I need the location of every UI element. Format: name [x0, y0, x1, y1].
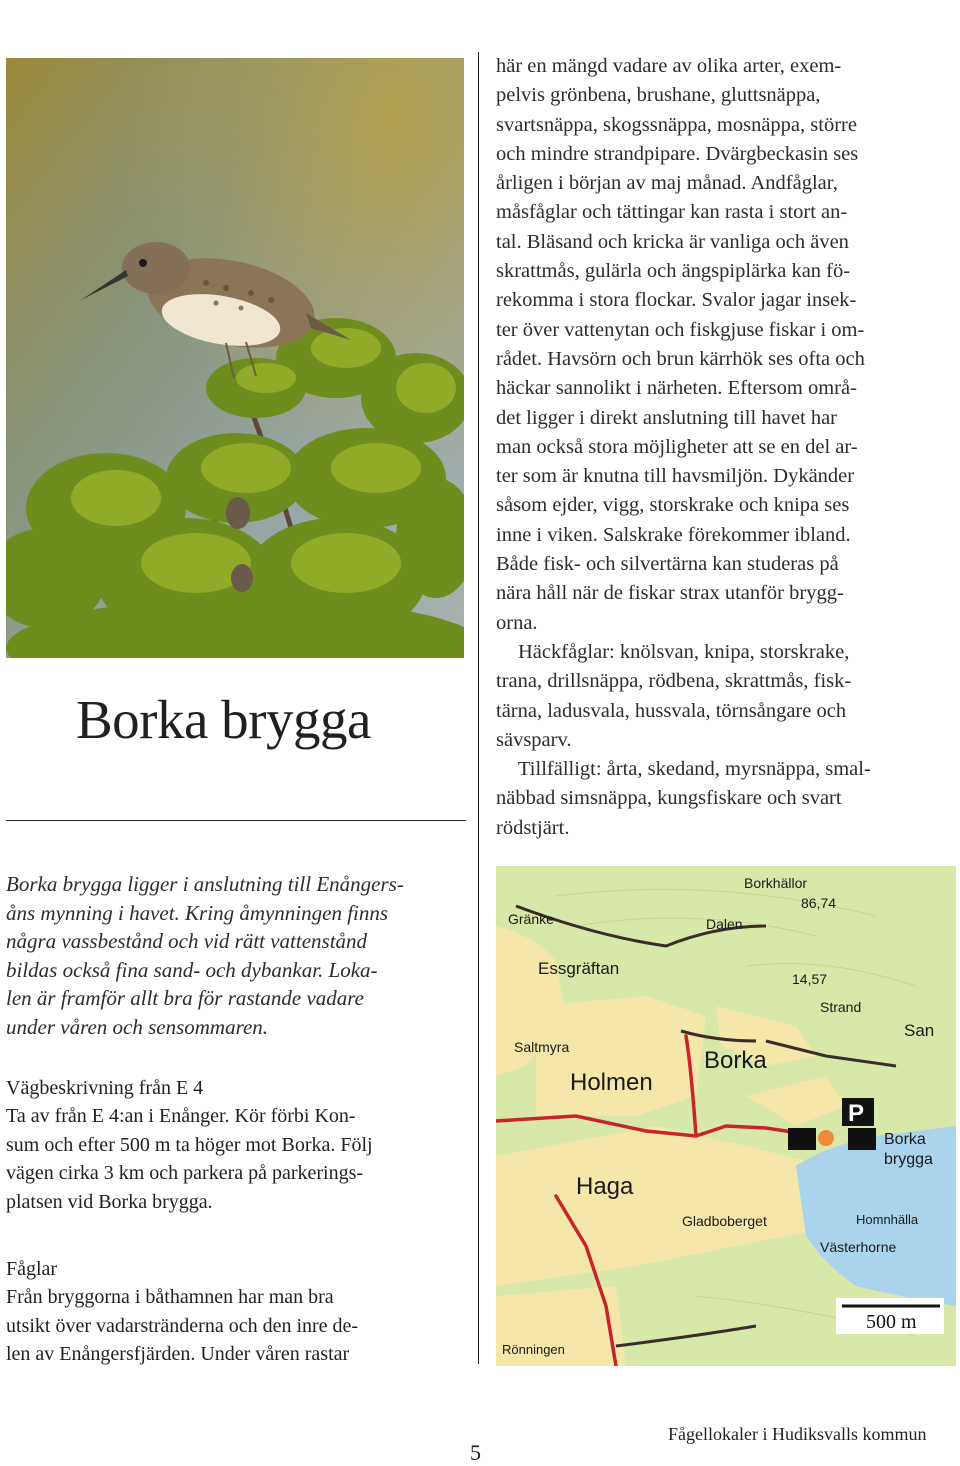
column-divider — [478, 52, 479, 1364]
map-label: Saltmyra — [514, 1039, 570, 1055]
map-label: Gränke — [508, 911, 554, 927]
page-number: 5 — [470, 1440, 481, 1465]
scale-label: 500 m — [866, 1311, 917, 1333]
map-label: San — [904, 1021, 935, 1040]
text-line: orna. — [496, 611, 538, 634]
map-label: Västerhorne — [820, 1239, 897, 1255]
text-line: årligen i början av maj månad. Andfåglar, — [496, 172, 838, 195]
route-line: vägen cirka 3 km och parkera på parkerings- — [6, 1162, 364, 1184]
parking-icon — [842, 1098, 874, 1127]
map-label: Dalen — [706, 916, 743, 932]
svg-text:P: P — [848, 1100, 865, 1127]
text-line: man också stora möjligheter att se en del ar- — [496, 435, 858, 458]
text-line: Både fisk- och silvertärna kan studeras på — [496, 553, 839, 576]
intro-line: Borka brygga ligger i anslutning till Enångers- — [6, 872, 404, 896]
intro-paragraph — [6, 870, 464, 1041]
map-label: Homnhälla — [856, 1212, 919, 1227]
text-line: tal. Bläsand och kricka är vanliga och även — [496, 230, 849, 253]
intro-line: len är framför allt bra för rastande vadare — [6, 986, 364, 1010]
intro-line: bildas också fina sand- och dybankar. Loka- — [6, 957, 378, 982]
birds-section — [6, 1255, 464, 1369]
birds-text — [6, 1283, 464, 1369]
route-line: Ta av från E 4:an i Enånger. Kör förbi Kon- — [6, 1105, 356, 1127]
map-graphic — [496, 866, 956, 1366]
scale-bar — [836, 1298, 944, 1334]
map-label: 14,57 — [792, 971, 828, 987]
text-line: Tillfälligt: årta, skedand, myrsnäppa, smal- — [518, 758, 871, 781]
route-section — [6, 1074, 464, 1216]
occasional-birds-paragraph — [496, 755, 956, 843]
map-label: 86,74 — [801, 895, 837, 911]
birds-line: len av Enångersfjärden. Under våren rastar — [6, 1343, 350, 1365]
intro-line: åns mynning i havet. Kring åmynningen finns — [6, 900, 389, 925]
location-map — [496, 866, 956, 1366]
right-paragraph-1 — [496, 52, 956, 638]
bird-photo — [6, 58, 464, 658]
map-label: Rönningen — [502, 1342, 565, 1357]
text-line: måsfåglar och tättingar kan rasta i stort an- — [496, 201, 848, 224]
birds-line: Från bryggorna i båthamnen har man bra — [6, 1286, 334, 1308]
map-label: Gladboberget — [682, 1213, 767, 1229]
page-title: Borka brygga — [76, 689, 371, 750]
text-line: rödstjärt. — [496, 816, 570, 839]
map-label: Essgräftan — [538, 959, 620, 978]
map-label: Haga — [576, 1173, 634, 1200]
text-line: ter som är knutna till havsmiljön. Dykänder — [496, 465, 855, 488]
intro-line: under våren och sensommaren. — [6, 1014, 269, 1039]
text-line: häckar sannolikt i närheten. Eftersom områ- — [496, 377, 857, 400]
text-line: skrattmås, gulärla och ängspiplärka kan fö- — [496, 260, 851, 283]
map-label: Holmen — [570, 1069, 653, 1096]
text-line: Häckfåglar: knölsvan, knipa, storskrake, — [518, 640, 850, 663]
route-line: sum och efter 500 m ta höger mot Borka. Följ — [6, 1133, 373, 1156]
footer-publication: Fågellokaler i Hudiksvalls kommun — [668, 1424, 927, 1444]
sandpiper-illustration — [6, 58, 464, 658]
map-label: brygga — [884, 1151, 933, 1168]
text-line: och mindre strandpipare. Dvärgbeckasin ses — [496, 142, 859, 165]
map-label: Strand — [820, 999, 862, 1015]
route-line: platsen vid Borka brygga. — [6, 1190, 213, 1213]
text-line: här en mängd vadare av olika arter, exem- — [496, 55, 842, 77]
text-line: svartsnäppa, skogssnäppa, mosnäppa, större — [496, 113, 857, 136]
birds-heading: Fåglar — [6, 1258, 58, 1280]
text-line: det ligger i direkt anslutning till havet har — [496, 406, 838, 429]
text-line: rekomma i stora flockar. Svalor jagar insek- — [496, 289, 857, 312]
text-line: tärna, ladusvala, hussvala, törnsångare och — [496, 699, 847, 722]
intro-line: några vassbestånd och vid rätt vattenstånd — [6, 929, 368, 953]
text-line: ter över vattenytan och fiskgjuse fiskar i om- — [496, 318, 865, 341]
right-column-text — [496, 52, 956, 843]
text-line: inne i viken. Salskrake förekommer ibland. — [496, 523, 851, 546]
text-line: sävsparv. — [496, 728, 572, 751]
birds-line: utsikt över vadarstränderna och den inre de- — [6, 1314, 359, 1337]
text-line: såsom ejder, vigg, storskrake och knipa ses — [496, 494, 850, 517]
breeding-birds-paragraph — [496, 638, 956, 755]
text-line: rådet. Havsörn och brun kärrhök ses ofta och — [496, 347, 865, 370]
text-line: nära håll när de fiskar strax utanför brygg- — [496, 582, 844, 605]
text-line: pelvis grönbena, brushane, gluttsnäppa, — [496, 84, 821, 107]
map-label: Borka — [704, 1047, 767, 1074]
text-line: näbbad simsnäppa, kungsfiskare och svart — [496, 787, 842, 810]
text-line: trana, drillsnäppa, rödbena, skrattmås, fisk- — [496, 670, 852, 693]
route-text — [6, 1102, 464, 1216]
map-label: Borka — [884, 1131, 926, 1148]
route-heading: Vägbeskrivning från E 4 — [6, 1077, 204, 1099]
map-label: Borkhällor — [744, 875, 808, 891]
title-divider — [6, 820, 466, 821]
